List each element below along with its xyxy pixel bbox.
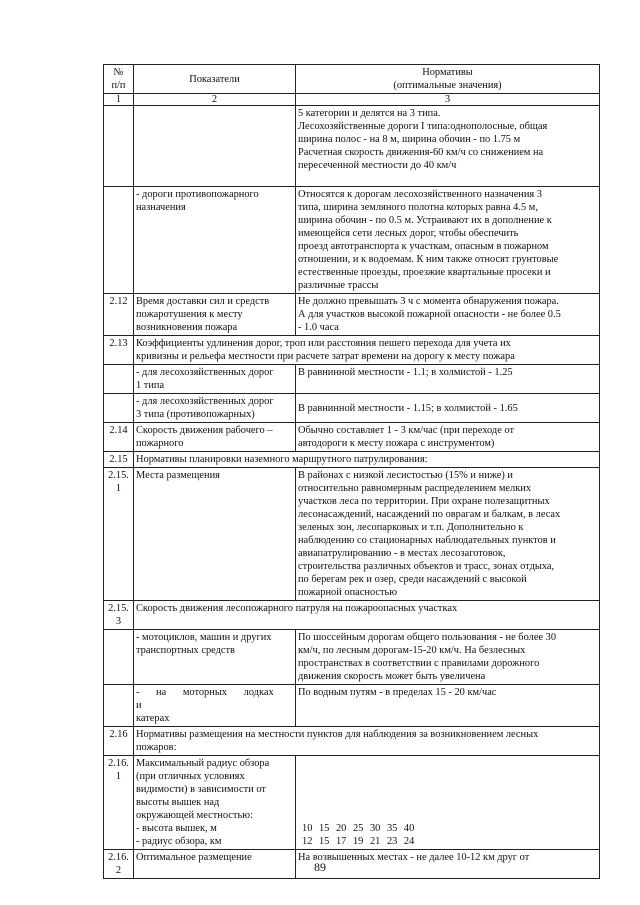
indicator-cell: - для лесохозяйственных дорог 3 типа (противопожарных)	[134, 394, 296, 423]
norm-cell	[296, 756, 600, 850]
section-cell: Коэффициенты удлинения дорог, троп или расстояния пешего перехода для учета их кривизны и рельефа местности при расчете затрат времени на дорогу к месту пожара	[134, 336, 600, 365]
row-number: 2.15	[104, 452, 134, 468]
row-number: 2.16.2	[104, 850, 134, 879]
table-row	[104, 601, 600, 630]
page-number: 89	[314, 860, 326, 874]
table-row	[104, 630, 600, 685]
table-row	[104, 294, 600, 336]
row-number: 2.16.1	[104, 756, 134, 850]
indicator-cell: Время доставки сил и средств пожаротушения к месту возникновения пожара	[134, 294, 296, 336]
indicator-cell: Максимальный радиус обзора (при отличных условиях видимости) в зависимости от высоты вышек над окружающей местностью: - высота вышек, м - радиус обзора, км	[134, 756, 296, 850]
tower-heights: 10 15 20 25 30 35 40	[302, 823, 415, 834]
view-radii: 12 15 17 19 21 23 24	[302, 836, 415, 847]
table-row	[104, 106, 600, 187]
column-index: 2	[134, 94, 296, 106]
table-row	[104, 685, 600, 727]
norm-cell: В равнинной местности - 1.1; в холмистой - 1.25	[296, 365, 600, 394]
table-row	[104, 452, 600, 468]
norm-cell: В районах с низкой лесистостью (15% и ниже) и относительно равномерным распределением мелких участков леса по территории. При охране полезащитных лесонасаждений, насаждений по оврагам и балкам, в лесах зеленых зон, лесопарковых и т.п. Дополнительно к наблюдению со стационарных наблюдательных пунктов и авиапатрулированию - в местах лесозаготовок, строительства различных объектов и трасс, зонах отдыха, по берегам рек и озер, среди насаждений с высокой пожарной опасностью	[296, 468, 600, 601]
header-norms: Нормативы (оптимальные значения)	[296, 65, 600, 94]
table-row	[104, 187, 600, 294]
row-number: 2.16	[104, 727, 134, 756]
table-row	[104, 336, 600, 365]
table-row	[104, 423, 600, 452]
section-cell: Скорость движения лесопожарного патруля на пожароопасных участках	[134, 601, 600, 630]
norm-cell: Обычно составляет 1 - 3 км/час (при переходе от автодороги к месту пожара с инструментом)	[296, 423, 600, 452]
table-row	[104, 468, 600, 601]
table-row	[104, 394, 600, 423]
indicator-cell: Оптимальное размещение	[134, 850, 296, 879]
row-number: 2.14	[104, 423, 134, 452]
row-number: 2.12	[104, 294, 134, 336]
header-row	[104, 65, 600, 94]
row-number: 2.15.1	[104, 468, 134, 601]
indicator-cell: Скорость движения рабочего – пожарного	[134, 423, 296, 452]
norm-cell: На возвышенных местах - не далее 10-12 км друг от	[296, 850, 600, 879]
indicator-cell: - дороги противопожарного назначения	[134, 187, 296, 294]
norm-cell: Относятся к дорогам лесохозяйственного назначения 3 типа, ширина земляного полотна которых равна 4.5 м, ширина обочин - по 0.5 м. Устраивают их в дополнение к имеющейся сети лесных дорог, чтобы обеспечить проезд автотранспорта к участкам, опасным в пожарном отношении, и к водоемам. К ним также относят грунтовые естественные проезды, проезжие квартальные просеки и различные трассы	[296, 187, 600, 294]
column-index: 3	[296, 94, 600, 106]
row-number: 2.13	[104, 336, 134, 365]
norm-cell: По водным путям - в пределах 15 - 20 км/час	[296, 685, 600, 727]
norm-cell: В равнинной местности - 1.15; в холмистой - 1.65	[296, 394, 600, 423]
column-index-row	[104, 94, 600, 106]
table-row	[104, 365, 600, 394]
header-number: № п/п	[104, 65, 134, 94]
norm-cell: По шоссейным дорогам общего пользования - не более 30 км/ч, по лесным дорогам-15-20 км/ч. На безлесных пространствах в соответствии с правилами дорожного движения скорость может быть увеличена	[296, 630, 600, 685]
table-row	[104, 756, 600, 850]
norms-table	[103, 64, 600, 879]
norm-cell: 5 категории и делятся на 3 типа. Лесохозяйственные дороги I типа:однополосные, общая ширина полос - на 8 м, ширина обочин - по 1.75 м Расчетная скорость движения-60 км/ч со снижением на пересеченной местности до 40 км/ч	[296, 106, 600, 187]
row-number: 2.15.3	[104, 601, 134, 630]
indicator-cell: - мотоциклов, машин и других транспортных средств	[134, 630, 296, 685]
header-indicators: Показатели	[134, 65, 296, 94]
table-row	[104, 727, 600, 756]
section-cell: Нормативы планировки наземного маршрутного патрулирования:	[134, 452, 600, 468]
column-index: 1	[104, 94, 134, 106]
indicator-cell: - для лесохозяйственных дорог 1 типа	[134, 365, 296, 394]
section-cell: Нормативы размещения на местности пунктов для наблюдения за возникновением лесных пожаров:	[134, 727, 600, 756]
norm-cell: Не должно превышать 3 ч с момента обнаружения пожара. А для участков высокой пожарной опасности - не более 0.5 - 1.0 часа	[296, 294, 600, 336]
indicator-cell: Места размещения	[134, 468, 296, 601]
indicator-cell: - на моторных лодках и катерах	[134, 685, 296, 727]
